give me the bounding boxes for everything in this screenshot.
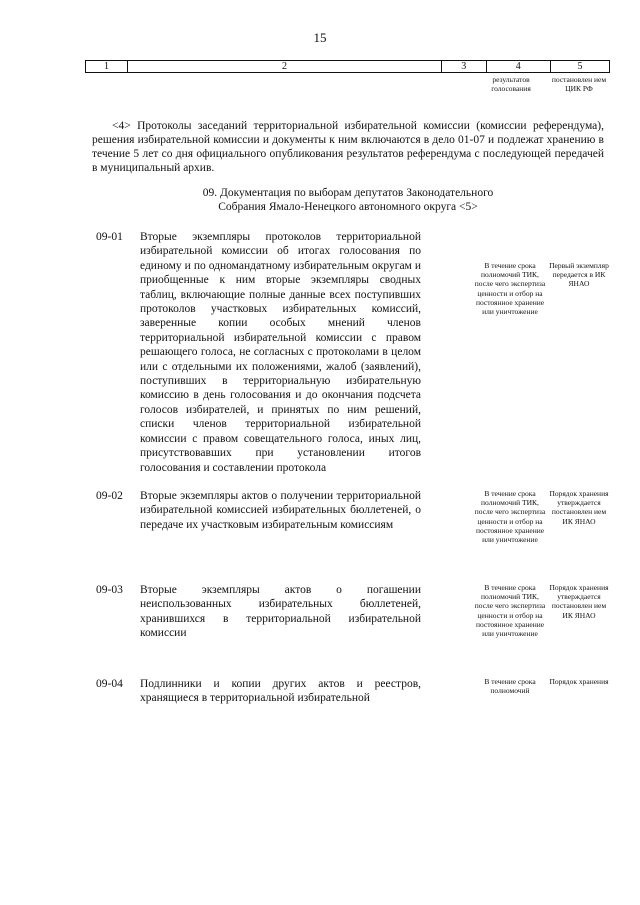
row-code: 09-03 [96, 584, 123, 596]
section-title-line-1: 09. Документация по выборам депутатов Законодательного [202, 187, 494, 199]
row-description: Вторые экземпляры протоколов территориальной избирательной комиссии об итогах голосования по единому и по одномандатному избирательным округам и приобщенные к ним вторые экземпляры сводных таблиц, включающие полные данные всех поступивших протоколов участковых избирательных комиссий, заверенные копии особых мнений членов территориальной избирательной комиссии с правом решающего голоса, не согласных с протоколами в целом или с отдельными их положениями, жалоб (заявлений), поступивших в территориальную избирательную комиссию в день голосования и до окончания подсчета голосов избирателей, и принятых по ним решений, списки членов территориальной избирательной комиссии с правом совещательного голоса, иных лиц, присутствовавших при установлении итогов голосования и составлении протокола [140, 231, 421, 474]
column-number-2: 2 [127, 61, 441, 73]
footnote-paragraph: <4> Протоколы заседаний территориальной избирательной комиссии (комиссии референдума), решения избирательной комиссии и документы к ним включаются в дело 01-07 и подлежат хранению в течение 5 лет со дня официального опубликования результатов референдума с последующей передачей в муниципальный архив. [92, 120, 604, 174]
row-note: Порядок хранения [549, 677, 609, 686]
row-storage-term: В течение срока полномочий ТИК, после чего экспертиза ценности и отбор на постоянное хранение или уничтожение [474, 489, 546, 545]
row-description: Подлинники и копии других актов и реестров, хранящиеся в территориальной избирательной [140, 678, 421, 705]
row-storage-term: В течение срока полномочий [484, 677, 536, 696]
row-storage-term: В течение срока полномочий ТИК, после чего экспертиза ценности и отбор на постоянное хранение или уничтожение [474, 261, 546, 317]
column-number-4: 4 [486, 61, 550, 73]
row-code: 09-01 [96, 231, 123, 243]
column-number-1: 1 [86, 61, 128, 73]
carryover-term: результатов голосования [491, 75, 531, 93]
row-storage-term: В течение срока полномочий ТИК, после чего экспертиза ценности и отбор на постоянное хранение или уничтожение [474, 583, 546, 639]
row-note: Порядок хранения утверждается постановлен ием ИК ЯНАО [549, 583, 609, 620]
row-code: 09-02 [96, 490, 123, 502]
column-number-5: 5 [550, 61, 609, 73]
column-number-3: 3 [441, 61, 486, 73]
row-code: 09-04 [96, 678, 123, 690]
row-note: Порядок хранения утверждается постановлен ием ИК ЯНАО [549, 489, 609, 526]
row-description: Вторые экземпляры актов о получении территориальной избирательной комиссией избирательных бюллетеней, о передаче их участковым избирательным комиссиям [140, 490, 421, 531]
row-note: Первый экземпляр передается в ИК ЯНАО [549, 261, 609, 289]
carryover-note: постановлен ием ЦИК РФ [551, 75, 607, 93]
row-description: Вторые экземпляры актов о погашении неиспользованных избирательных бюллетеней, хранившихся в территориальной избирательной комиссии [140, 584, 421, 640]
section-title-line-2: Собрания Ямало-Ненецкого автономного округа <5> [218, 201, 478, 213]
column-header-table [85, 60, 610, 73]
page-number: 15 [313, 30, 327, 45]
